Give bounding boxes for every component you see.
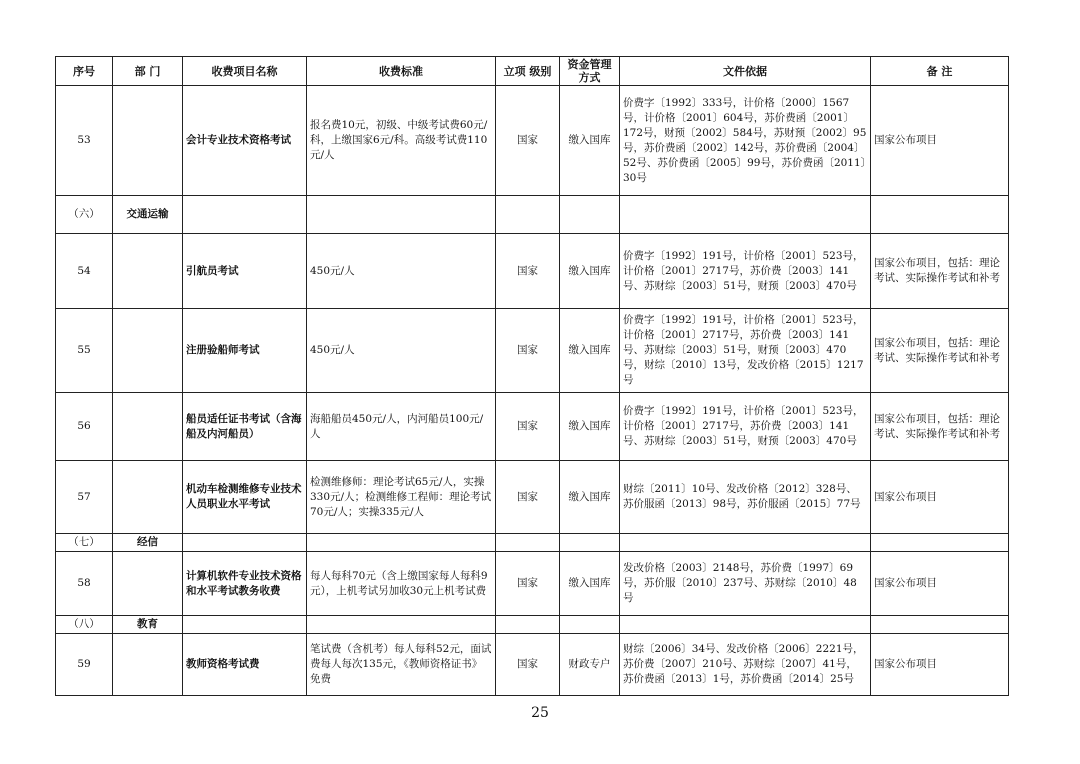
level-cell: 国家 [496, 634, 560, 696]
standard-cell: 海船船员450元/人，内河船员100元/人 [307, 393, 496, 461]
level-cell: 国家 [496, 393, 560, 461]
section-dept: 交通运输 [113, 196, 183, 234]
section-row [56, 616, 1009, 634]
header-level: 立项 级别 [496, 57, 560, 86]
remarks-cell: 国家公布项目，包括：理论考试、实际操作考试和补考 [871, 393, 1009, 461]
item-name-cell: 教师资格考试费 [183, 634, 307, 696]
dept-cell [113, 634, 183, 696]
standard-cell: 每人每科70元（含上缴国家每人每科9元），上机考试另加收30元上机考试费 [307, 552, 496, 616]
header-row [56, 57, 1009, 86]
fund-cell: 缴入国库 [560, 309, 620, 393]
item-name-cell: 计算机软件专业技术资格和水平考试教务收费 [183, 552, 307, 616]
level-cell: 国家 [496, 461, 560, 534]
item-name-cell: 注册验船师考试 [183, 309, 307, 393]
fund-cell: 缴入国库 [560, 461, 620, 534]
seq-cell: 58 [56, 552, 113, 616]
standard-cell: 报名费10元，初级、中级考试费60元/科，上缴国家6元/科。高级考试费110元/人 [307, 86, 496, 196]
dept-cell [113, 552, 183, 616]
seq-cell: 53 [56, 86, 113, 196]
table-row [56, 234, 1009, 309]
table-row [56, 634, 1009, 696]
level-cell: 国家 [496, 234, 560, 309]
section-number: （六） [56, 196, 113, 234]
header-seq: 序号 [56, 57, 113, 86]
dept-cell [113, 393, 183, 461]
item-name-cell: 船员适任证书考试（含海船及内河船员） [183, 393, 307, 461]
section-dept: 经信 [113, 534, 183, 552]
basis-cell: 价费字〔1992〕191号，计价格〔2001〕523号，计价格〔2001〕2717号，苏价费〔2003〕141号、苏财综〔2003〕51号，财预〔2003〕470号 [620, 393, 871, 461]
header-item-name: 收费项目名称 [183, 57, 307, 86]
dept-cell [113, 461, 183, 534]
header-dept: 部 门 [113, 57, 183, 86]
table-row [56, 309, 1009, 393]
page-number: 25 [531, 705, 549, 721]
basis-cell: 价费字〔1992〕191号，计价格〔2001〕523号，计价格〔2001〕2717号，苏价费〔2003〕141号、苏财综〔2003〕51号，财预〔2003〕470号 [620, 234, 871, 309]
basis-cell: 财综〔2006〕34号、发改价格〔2006〕2221号，苏价费〔2007〕210号、苏财综〔2007〕41号，苏价费函〔2013〕1号，苏价费函〔2014〕25号 [620, 634, 871, 696]
table-row [56, 393, 1009, 461]
level-cell: 国家 [496, 552, 560, 616]
header-remarks: 备 注 [871, 57, 1009, 86]
standard-cell: 450元/人 [307, 309, 496, 393]
dept-cell [113, 309, 183, 393]
fund-cell: 缴入国库 [560, 86, 620, 196]
seq-cell: 55 [56, 309, 113, 393]
level-cell: 国家 [496, 86, 560, 196]
dept-cell [113, 86, 183, 196]
remarks-cell: 国家公布项目 [871, 86, 1009, 196]
header-fund: 资金管理方式 [560, 57, 620, 86]
section-row [56, 196, 1009, 234]
seq-cell: 57 [56, 461, 113, 534]
standard-cell: 检测维修师：理论考试65元/人，实操330元/人；检测维修工程师：理论考试70元/人；实操335元/人 [307, 461, 496, 534]
seq-cell: 54 [56, 234, 113, 309]
table-row [56, 86, 1009, 196]
table-row [56, 461, 1009, 534]
seq-cell: 59 [56, 634, 113, 696]
item-name-cell: 引航员考试 [183, 234, 307, 309]
remarks-cell: 国家公布项目，包括：理论考试、实际操作考试和补考 [871, 234, 1009, 309]
remarks-cell: 国家公布项目 [871, 461, 1009, 534]
section-dept: 教育 [113, 616, 183, 634]
section-number: （七） [56, 534, 113, 552]
basis-cell: 发改价格〔2003〕2148号，苏价费〔1997〕69号，苏价服〔2010〕237号、苏财综〔2010〕48号 [620, 552, 871, 616]
item-name-cell: 会计专业技术资格考试 [183, 86, 307, 196]
fee-table [55, 56, 1009, 696]
seq-cell: 56 [56, 393, 113, 461]
basis-cell: 价费字〔1992〕333号，计价格〔2000〕1567号，计价格〔2001〕604号，苏价费函〔2001〕172号，财预〔2002〕584号，苏财预〔2002〕95号，苏价费函〔2002〕142号，苏价费函〔2004〕52号、苏价费函〔2005〕99号，苏价费函〔2011〕30号 [620, 86, 871, 196]
section-row [56, 534, 1009, 552]
section-number: （八） [56, 616, 113, 634]
table-row [56, 552, 1009, 616]
remarks-cell: 国家公布项目，包括：理论考试、实际操作考试和补考 [871, 309, 1009, 393]
dept-cell [113, 234, 183, 309]
basis-cell: 价费字〔1992〕191号，计价格〔2001〕523号，计价格〔2001〕2717号，苏价费〔2003〕141号、苏财综〔2003〕51号，财预〔2003〕470号，财综〔2010〕13号，发改价格〔2015〕1217号 [620, 309, 871, 393]
header-basis: 文件依据 [620, 57, 871, 86]
fund-cell: 缴入国库 [560, 552, 620, 616]
fund-cell: 财政专户 [560, 634, 620, 696]
fund-cell: 缴入国库 [560, 234, 620, 309]
standard-cell: 笔试费（含机考）每人每科52元，面试费每人每次135元，《教师资格证书》免费 [307, 634, 496, 696]
remarks-cell: 国家公布项目 [871, 552, 1009, 616]
basis-cell: 财综〔2011〕10号、发改价格〔2012〕328号、苏价服函〔2013〕98号，苏价服函〔2015〕77号 [620, 461, 871, 534]
standard-cell: 450元/人 [307, 234, 496, 309]
item-name-cell: 机动车检测维修专业技术人员职业水平考试 [183, 461, 307, 534]
level-cell: 国家 [496, 309, 560, 393]
header-standard: 收费标准 [307, 57, 496, 86]
remarks-cell: 国家公布项目 [871, 634, 1009, 696]
fund-cell: 缴入国库 [560, 393, 620, 461]
